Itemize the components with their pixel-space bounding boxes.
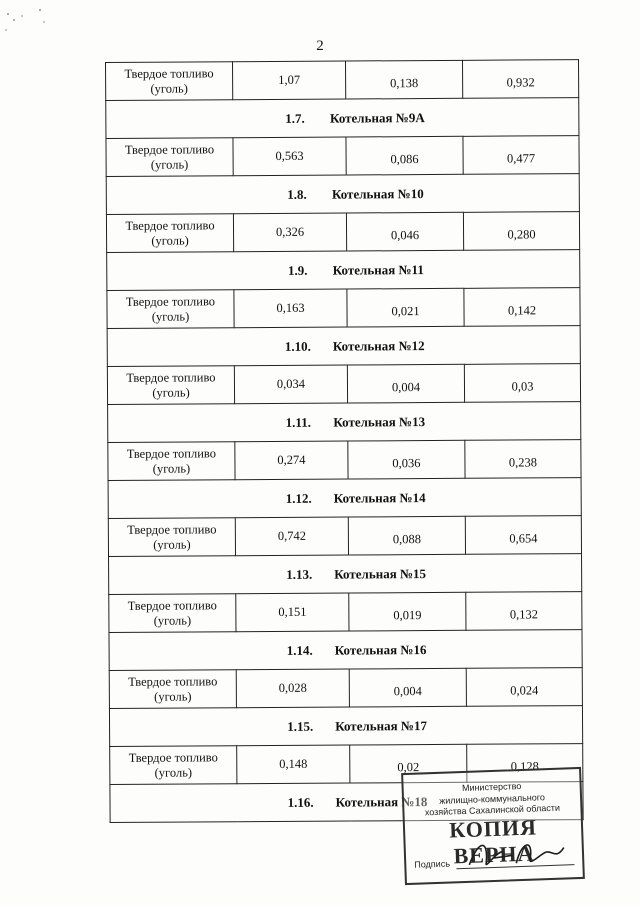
- boiler-house-title: Котельная №13: [333, 414, 426, 430]
- section-heading-row: [107, 326, 580, 367]
- fuel-type-line: (уголь): [153, 536, 191, 552]
- fuel-type-cell: [108, 518, 235, 557]
- fuel-type-line: Твердое топливо: [124, 141, 215, 157]
- boiler-house-title: Котельная №17: [335, 718, 427, 734]
- table-row: [107, 288, 580, 329]
- table-row: [106, 212, 579, 253]
- table-row: [106, 60, 579, 101]
- fuel-type-line: Твердое топливо: [127, 521, 217, 537]
- section-number: 1.9.: [287, 262, 308, 278]
- boiler-house-title: Котельная №12: [332, 338, 425, 354]
- value-cell: 0,142: [464, 288, 580, 327]
- section-heading-row: [109, 630, 582, 671]
- value-cell: 0,151: [236, 593, 349, 632]
- section-number: 1.15.: [287, 718, 314, 734]
- value-cell: 0,03: [464, 364, 580, 403]
- fuel-type-line: Твердое топливо: [125, 217, 215, 233]
- table-row: [109, 668, 582, 709]
- boiler-house-title: Котельная №18: [335, 794, 428, 810]
- value-cell: 0,477: [463, 136, 579, 175]
- section-number: 1.11.: [285, 414, 312, 430]
- fuel-type-line: (уголь): [152, 460, 191, 476]
- section-heading-cell: [107, 326, 580, 367]
- section-number: 1.8.: [287, 186, 307, 202]
- table-row: [109, 592, 582, 633]
- table-body: [106, 60, 584, 823]
- section-heading-cell: [106, 174, 579, 215]
- stamp-org-line: жилищно-коммунального: [439, 792, 546, 806]
- value-cell: 0,274: [235, 441, 348, 480]
- section-number: 1.16.: [287, 794, 314, 810]
- fuel-type-line: Твердое топливо: [126, 369, 216, 385]
- fuel-type-cell: [109, 594, 236, 633]
- boiler-house-title: Котельная №11: [332, 262, 424, 278]
- value-cell: 0,280: [463, 212, 579, 251]
- boiler-house-title: Котельная №15: [334, 566, 427, 582]
- fuel-type-line: Твердое топливо: [127, 597, 217, 613]
- value-cell: 0,024: [466, 668, 582, 707]
- section-heading-row: [109, 706, 582, 747]
- fuel-type-cell: [109, 670, 236, 709]
- section-number: 1.7.: [285, 110, 305, 126]
- section-heading-row: [108, 402, 581, 443]
- section-number: 1.13.: [286, 566, 313, 582]
- fuel-type-line: Твердое топливо: [124, 65, 214, 81]
- section-number: 1.14.: [286, 642, 313, 658]
- value-cell: 0,086: [346, 136, 463, 175]
- section-heading-cell: [108, 402, 581, 443]
- fuel-type-cell: [106, 62, 233, 101]
- value-cell: 0,326: [233, 213, 346, 252]
- copy-verified-stamp: [401, 767, 585, 885]
- fuel-type-line: (уголь): [153, 612, 192, 628]
- value-cell: 0,654: [465, 516, 581, 555]
- section-heading-row: [109, 554, 582, 595]
- fuel-type-line: (уголь): [152, 384, 190, 400]
- table-row: [108, 440, 581, 481]
- value-cell: 0,148: [237, 745, 350, 784]
- section-heading-row: [108, 478, 581, 519]
- fuel-type-line: Твердое топливо: [128, 673, 218, 689]
- value-cell: 0,238: [465, 440, 581, 479]
- boiler-house-title: Котельная №14: [333, 490, 426, 506]
- stamp-org-line: хозяйства Сахалинской области: [424, 802, 561, 818]
- section-number: 1.10.: [284, 338, 311, 354]
- value-cell: 0,742: [235, 517, 348, 556]
- value-cell: 0,034: [234, 365, 347, 404]
- fuel-type-line: (уголь): [154, 764, 193, 780]
- value-cell: 0,128: [467, 744, 583, 783]
- section-number: 1.12.: [285, 490, 312, 506]
- fuel-type-line: Твердое топливо: [128, 749, 218, 765]
- section-heading-cell: [109, 630, 582, 671]
- stamp-signature-label: Подпись: [414, 858, 451, 870]
- boiler-house-title: Котельная №10: [331, 186, 424, 202]
- section-heading-cell: [108, 478, 581, 519]
- section-heading-cell: [107, 250, 580, 291]
- value-cell: 0,019: [349, 592, 466, 631]
- fuel-type-cell: [108, 442, 235, 481]
- value-cell: 1,07: [233, 61, 346, 100]
- fuel-type-line: (уголь): [150, 80, 188, 96]
- stamp-org-line: Министерство: [461, 780, 522, 794]
- fuel-type-cell: [106, 138, 233, 177]
- table-row: [108, 516, 581, 557]
- section-heading-row: [106, 174, 579, 215]
- value-cell: 0,021: [347, 288, 464, 327]
- fuel-type-cell: [107, 366, 234, 405]
- fuel-type-line: Твердое топливо: [126, 445, 217, 461]
- fuel-type-cell: [106, 214, 233, 253]
- value-cell: 0,028: [236, 669, 349, 708]
- value-cell: 0,563: [233, 137, 346, 176]
- section-heading-row: [107, 250, 580, 291]
- fuel-type-line: Твердое топливо: [125, 293, 216, 309]
- fuel-type-line: (уголь): [154, 688, 192, 704]
- boiler-house-title: Котельная №9А: [329, 110, 425, 126]
- fuel-type-line: (уголь): [151, 232, 189, 248]
- value-cell: 0,088: [348, 516, 465, 555]
- stamp-title: КОПИЯ ВЕРНА: [448, 814, 538, 869]
- fuel-consumption-table: [105, 59, 584, 823]
- table-row: [106, 136, 579, 177]
- table-row: [107, 364, 580, 405]
- value-cell: 0,132: [466, 592, 582, 631]
- value-cell: 0,02: [350, 744, 467, 783]
- value-cell: 0,046: [346, 212, 463, 251]
- fuel-type-cell: [107, 290, 234, 329]
- value-cell: 0,932: [462, 60, 578, 99]
- value-cell: 0,036: [348, 440, 465, 479]
- boiler-house-title: Котельная №16: [334, 642, 427, 658]
- page-number: 2: [316, 38, 324, 54]
- handwritten-signature: [463, 831, 574, 875]
- section-heading-cell: [109, 554, 582, 595]
- fuel-type-cell: [110, 746, 237, 785]
- value-cell: 0,138: [345, 60, 462, 99]
- section-heading-cell: [106, 98, 579, 139]
- value-cell: 0,004: [347, 364, 464, 403]
- value-cell: 0,004: [349, 668, 466, 707]
- value-cell: 0,163: [234, 289, 347, 328]
- fuel-type-line: (уголь): [150, 156, 189, 172]
- section-heading-row: [106, 98, 579, 139]
- section-heading-cell: [109, 706, 582, 747]
- fuel-type-line: (уголь): [151, 308, 190, 324]
